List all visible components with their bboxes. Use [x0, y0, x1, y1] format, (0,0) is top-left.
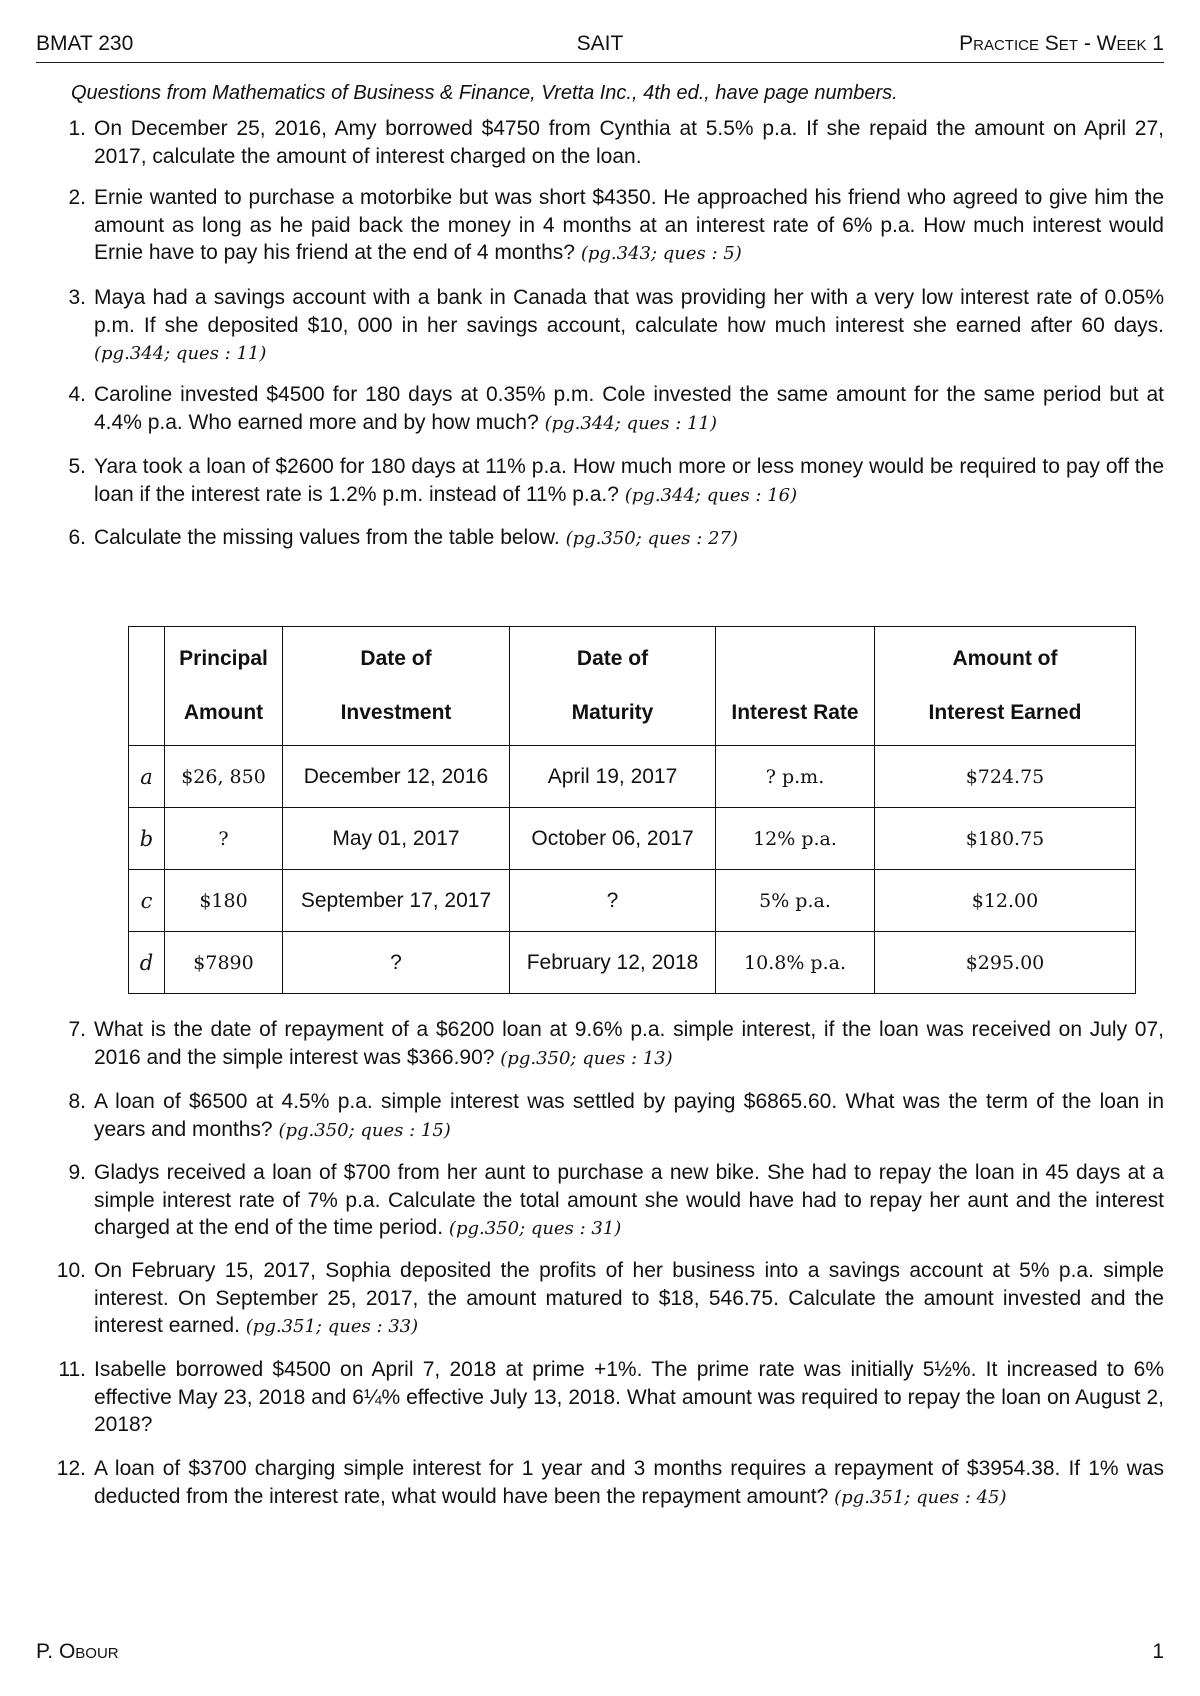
question-5: 5. Yara took a loan of $2600 for 180 days at 11% p.a. How much more or less money would be required to pay off the loan if the interest rate is 1.2% p.m. instead of 11% p.a.? (pg.344; ques : 16) — [68, 455, 1164, 506]
header-interest-rate: Interest Rate — [716, 627, 875, 746]
question-8: 8. A loan of $6500 at 4.5% p.a. simple interest was settled by paying $6865.60. What was the term of the loan in years and months? (pg.350; ques : 15) — [68, 1090, 1164, 1141]
cell-maturity-date: February 12, 2018 — [510, 932, 716, 994]
cell-interest-rate: 12% p.a. — [716, 808, 875, 870]
question-text: Caroline invested $4500 for 180 days at 0.35% p.m. Cole invested the same amount for the same period but at 4.4% p.a. Who earned more and by how much? — [94, 383, 1164, 434]
cell-interest-earned: $12.00 — [875, 870, 1136, 932]
table-row — [129, 808, 1136, 870]
question-10: 10. On February 15, 2017, Sophia deposited the profits of her business into a savings account at 5% p.a. simple interest. On September 25, 2017, the amount matured to $18, 546.75. Calculate the amount invested and the interest earned. (pg.351; ques : 33) — [56, 1259, 1164, 1337]
table-row — [129, 932, 1136, 994]
question-text: On December 25, 2016, Amy borrowed $4750 from Cynthia at 5.5% p.a. If she repaid the amount on April 27, 2017, calculate the amount of interest charged on the loan. — [94, 117, 1164, 168]
question-text: Maya had a savings account with a bank in Canada that was providing her with a very low interest rate of 0.05% p.m. If she deposited $10, 000 in her savings account, calculate how much interest she earned after 60 days. — [94, 286, 1164, 337]
school-name: SAIT — [576, 32, 624, 55]
cell-maturity-date: ? — [510, 870, 716, 932]
table-header-row — [129, 627, 1136, 746]
question-reference: (pg.350; ques : 31) — [448, 1218, 622, 1239]
question-4: 4. Caroline invested $4500 for 180 days at 0.35% p.m. Cole invested the same amount for the same period but at 4.4% p.a. Who earned more and by how much? (pg.344; ques : 11) — [68, 383, 1164, 434]
question-text: Isabelle borrowed $4500 on April 7, 2018 at prime +1%. The prime rate was initially 5½%. It increased to 6% effective May 23, 2018 and 6¼% effective July 13, 2018. What amount was required to repay the loan on August 2, 2018? — [94, 1358, 1164, 1436]
question-reference: (pg.344; ques : 11) — [94, 343, 267, 364]
cell-investment-date: September 17, 2017 — [283, 870, 510, 932]
cell-principal: ? — [165, 808, 283, 870]
course-code: BMAT 230 — [36, 32, 134, 55]
cell-interest-earned: $295.00 — [875, 932, 1136, 994]
question-reference: (pg.344; ques : 16) — [624, 484, 798, 506]
cell-principal: $7890 — [165, 932, 283, 994]
cell-interest-rate: 10.8% p.a. — [716, 932, 875, 994]
question-9: 9. Gladys received a loan of $700 from her aunt to purchase a new bike. She had to repay the loan in 45 days at a simple interest rate of 7% p.a. Calculate the total amount she would have had to repay her aunt and the interest charged at the end of the time period. (pg.350; ques : 31) — [68, 1161, 1164, 1239]
header-investment-date: Date of Investment — [283, 627, 510, 746]
cell-maturity-date: April 19, 2017 — [510, 746, 716, 808]
cell-principal: $180 — [165, 870, 283, 932]
question-12: 12. A loan of $3700 charging simple interest for 1 year and 3 months requires a repayment of $3954.38. If 1% was deducted from the interest rate, what would have been the repayment amount? (pg.351; ques : 45) — [56, 1457, 1164, 1508]
cell-investment-date: ? — [283, 932, 510, 994]
row-label: a — [129, 746, 165, 808]
header-principal: Principal Amount — [165, 627, 283, 746]
question-reference: (pg.350; ques : 27) — [565, 528, 738, 549]
cell-interest-earned: $724.75 — [875, 746, 1136, 808]
table-row — [129, 746, 1136, 808]
interest-table — [128, 626, 1136, 994]
question-text: Yara took a loan of $2600 for 180 days at 11% p.a. How much more or less money would be required to pay off the loan if the interest rate is 1.2% p.m. instead of 11% p.a.? — [94, 455, 1164, 506]
cell-interest-rate: ? p.m. — [716, 746, 875, 808]
question-text: A loan of $3700 charging simple interest for 1 year and 3 months requires a repayment of $3954.38. If 1% was deducted from the interest rate, what would have been the repayment amount? — [94, 1457, 1164, 1508]
question-1: 1. On December 25, 2016, Amy borrowed $4750 from Cynthia at 5.5% p.a. If she repaid the amount on April 27, 2017, calculate the amount of interest charged on the loan. — [68, 117, 1164, 168]
cell-interest-rate: 5% p.a. — [716, 870, 875, 932]
question-3: 3. Maya had a savings account with a bank in Canada that was providing her with a very low interest rate of 0.05% p.m. If she deposited $10, 000 in her savings account, calculate how much interest she earned after 60 days. (pg.344; ques : 11) — [68, 286, 1164, 364]
table-row — [129, 870, 1136, 932]
cell-maturity-date: October 06, 2017 — [510, 808, 716, 870]
cell-interest-earned: $180.75 — [875, 808, 1136, 870]
question-reference: (pg.344; ques : 11) — [544, 412, 717, 434]
question-reference: (pg.350; ques : 13) — [500, 1047, 673, 1069]
question-reference: (pg.351; ques : 45) — [834, 1486, 1007, 1508]
row-label: c — [129, 870, 165, 932]
row-label: b — [129, 808, 165, 870]
header-maturity-date: Date of Maturity — [510, 627, 716, 746]
page-number: 1 — [1152, 1640, 1164, 1663]
page-header — [36, 32, 1164, 63]
cell-investment-date: May 01, 2017 — [283, 808, 510, 870]
question-text: Gladys received a loan of $700 from her aunt to purchase a new bike. She had to repay the loan in 45 days at a simple interest rate of 7% p.a. Calculate the total amount she would have had to repay her aunt and the interest charged at the end of the time period. — [94, 1161, 1164, 1239]
question-2: 2. Ernie wanted to purchase a motorbike but was short $4350. He approached his friend who agreed to give him the amount as long as he paid back the money in 4 months at an interest rate of 6% p.a. How much interest would Ernie have to pay his friend at the end of 4 months? (pg.343; ques : 5) — [68, 186, 1164, 264]
row-label: d — [129, 932, 165, 994]
question-reference: (pg.350; ques : 15) — [278, 1119, 451, 1141]
author-name: P. Obour — [36, 1640, 119, 1663]
question-text: On February 15, 2017, Sophia deposited the profits of her business into a savings account at 5% p.a. simple interest. On September 25, 2017, the amount matured to $18, 546.75. Calculate the amount invested and the interest earned. — [94, 1259, 1164, 1337]
question-reference: (pg.351; ques : 33) — [245, 1316, 419, 1337]
question-reference: (pg.343; ques : 5) — [580, 243, 742, 264]
set-title: Practice Set - Week 1 — [959, 32, 1164, 55]
cell-investment-date: December 12, 2016 — [283, 746, 510, 808]
question-11: 11. Isabelle borrowed $4500 on April 7, 2018 at prime +1%. The prime rate was initially 5½%. It increased to 6% effective May 23, 2018 and 6¼% effective July 13, 2018. What amount was required to repay the loan on August 2, 2018? — [58, 1358, 1164, 1436]
question-text: Ernie wanted to purchase a motorbike but was short $4350. He approached his friend who agreed to give him the amount as long as he paid back the money in 4 months at an interest rate of 6% p.a. How much interest would Ernie have to pay his friend at the end of 4 months? — [94, 186, 1164, 264]
table-corner-cell — [129, 627, 165, 746]
question-text: A loan of $6500 at 4.5% p.a. simple interest was settled by paying $6865.60. What was the term of the loan in years and months? — [94, 1090, 1164, 1141]
question-text: What is the date of repayment of a $6200 loan at 9.6% p.a. simple interest, if the loan was received on July 07, 2016 and the simple interest was $366.90? — [94, 1018, 1164, 1069]
question-text: Calculate the missing values from the table below. — [94, 526, 560, 549]
cell-principal: $26, 850 — [165, 746, 283, 808]
intro-note: Questions from Mathematics of Business & Finance, Vretta Inc., 4th ed., have page numbers. — [71, 82, 898, 104]
question-6: 6. Calculate the missing values from the table below. (pg.350; ques : 27) — [68, 526, 738, 549]
header-interest-earned: Amount of Interest Earned — [875, 627, 1136, 746]
question-7: 7. What is the date of repayment of a $6200 loan at 9.6% p.a. simple interest, if the loan was received on July 07, 2016 and the simple interest was $366.90? (pg.350; ques : 13) — [68, 1018, 1164, 1069]
